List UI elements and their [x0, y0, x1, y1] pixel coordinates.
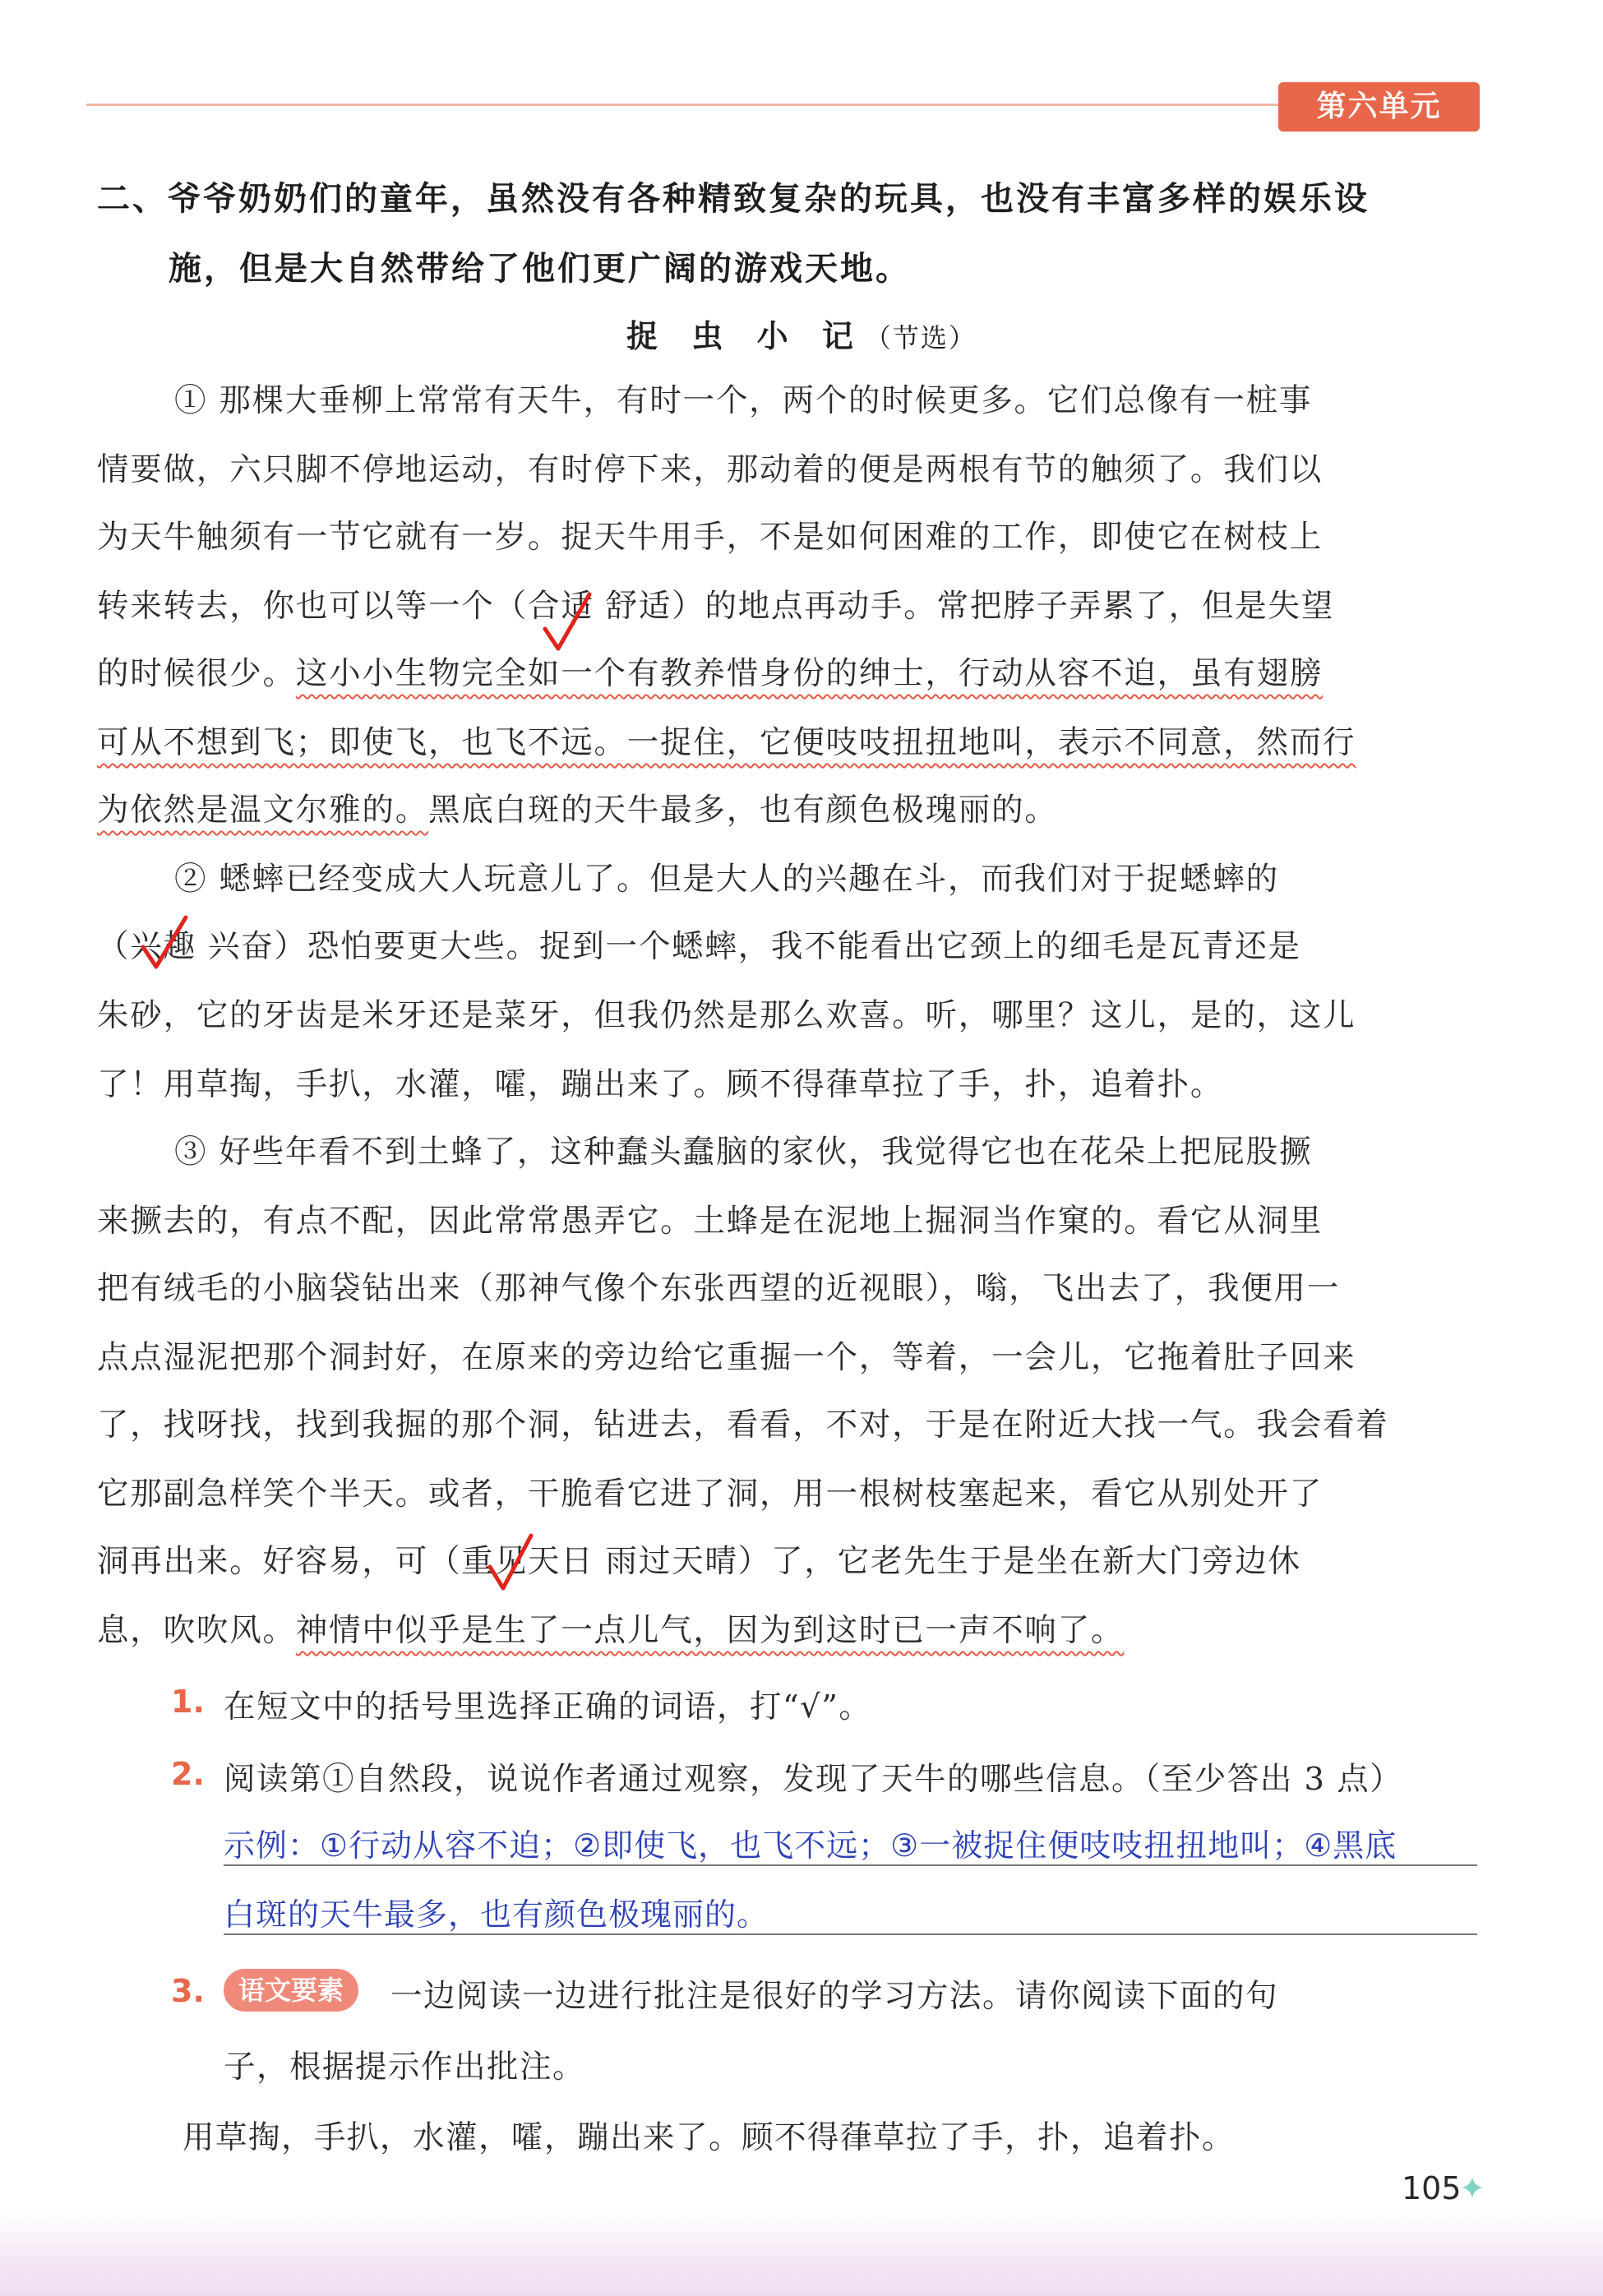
p1-line-7 — [97, 786, 1478, 835]
question-2-answer-line2: 白斑的天牛最多，也有颜色极瑰丽的。 — [224, 1896, 769, 1933]
p1-line-7-plain: 黑底白斑的天牛最多，也有颜色极瑰丽的。 — [428, 792, 1058, 829]
article-title — [0, 311, 1603, 356]
p3-line-2: 来撅去的，有点不配，因此常常愚弄它。土蜂是在泥地上掘洞当作窠的。看它从洞里 — [97, 1203, 1324, 1240]
page-number: 105 — [1402, 2170, 1462, 2206]
p1-line-2: 情要做，六只脚不停地运动，有时停下来，那动着的便是两根有节的触须了。我们以 — [97, 451, 1324, 488]
p3-line-8-underlined: 神情中似乎是生了一点儿气，因为到这时已一声不响了。 — [295, 1612, 1125, 1649]
footer-decoration — [0, 2211, 1603, 2296]
p2-line-1: ② 蟋蟀已经变成大人玩意儿了。但是大人的兴趣在斗，而我们对于捉蟋蟀的 — [174, 861, 1279, 898]
p1-line-6 — [97, 718, 1478, 768]
p1-line-4: 转来转去，你也可以等一个（合适 舒适）的地点再动手。常把脖子弄累了，但是失望 — [97, 588, 1335, 625]
section-heading-line2: 施，但是大自然带给了他们更广阔的游戏天地。 — [169, 250, 911, 288]
article-title-sub: （节选） — [864, 322, 977, 353]
question-3-quote: 用草掏，手扒，水灌，嚯，蹦出来了。顾不得葎草拉了手，扑，追着扑。 — [182, 2119, 1236, 2156]
p3-line-4: 点点湿泥把那个洞封好，在原来的旁边给它重掘一个，等着，一会儿，它拖着肚子回来 — [97, 1339, 1356, 1376]
p3-line-6: 它那副急样笑个半天。或者，干脆看它进了洞，用一根树枝塞起来，看它从别处开了 — [97, 1476, 1324, 1513]
question-2-number: 2. — [171, 1756, 205, 1792]
p3-line-5: 了，找呀找，找到我掘的那个洞，钻进去，看看，不对，于是在附近大找一气。我会看着 — [97, 1407, 1389, 1444]
p1-line-5 — [97, 649, 1478, 699]
question-1-number: 1. — [171, 1684, 205, 1720]
section-heading-line1: 二、爷爷奶奶们的童年，虽然没有各种精致复杂的玩具，也没有丰富多样的娱乐设 — [97, 180, 1370, 218]
p1-line-6-underlined: 可从不想到飞；即使飞，也飞不远。一捉住，它便吱吱扭扭地叫，表示不同意，然而行 — [97, 724, 1356, 761]
p2-line-3: 朱砂，它的牙齿是米牙还是菜牙，但我仍然是那么欢喜。听，哪里？这儿，是的，这儿 — [97, 997, 1356, 1034]
article-title-main: 捉 虫 小 记 — [626, 318, 865, 354]
answer-rule — [224, 1864, 1477, 1866]
p1-line-5-plain: 的时候很少。 — [97, 655, 296, 692]
answer-rule — [224, 1933, 1477, 1935]
check-mark-icon — [538, 588, 596, 662]
p3-line-1: ③ 好些年看不到土蜂了，这种蠢头蠢脑的家伙，我觉得它也在花朵上把屁股撅 — [174, 1134, 1313, 1171]
question-2-text: 阅读第①自然段，说说作者通过观察，发现了天牛的哪些信息。（至少答出 3 点） — [224, 1761, 1403, 1798]
p1-line-7-underlined: 为依然是温文尔雅的。 — [97, 792, 429, 829]
question-3-text-line2: 子，根据提示作出批注。 — [224, 2049, 586, 2086]
yuwen-yaosu-badge: 语文要素 — [224, 1969, 358, 2012]
check-mark-icon — [483, 1529, 541, 1603]
p3-line-3: 把有绒毛的小脑袋钻出来（那神气像个东张西望的近视眼），嗡，飞出去了，我便用一 — [97, 1270, 1341, 1307]
p1-line-1: ① 那棵大垂柳上常常有天牛，有时一个，两个的时候更多。它们总像有一桩事 — [174, 382, 1313, 419]
question-3-number: 3. — [171, 1973, 205, 2009]
star-icon: ✦ — [1459, 2170, 1485, 2206]
p1-line-3: 为天牛触须有一节它就有一岁。捉天牛用手，不是如何困难的工作，即使它在树枝上 — [97, 519, 1324, 556]
question-1-text: 在短文中的括号里选择正确的词语，打“√”。 — [224, 1689, 872, 1725]
p3-line-8-plain: 息，吹吹风。 — [97, 1612, 296, 1649]
p3-line-7: 洞再出来。好容易，可（重见天日 雨过天晴）了，它老先生于是坐在新大门旁边休 — [97, 1543, 1301, 1580]
p2-line-4: 了！用草掏，手扒，水灌，嚯，蹦出来了。顾不得葎草拉了手，扑，追着扑。 — [97, 1066, 1224, 1103]
question-2-answer-line1: 示例：①行动从容不迫；②即使飞，也飞不远；③一被捉住便吱吱扭扭地叫；④黑底 — [224, 1827, 1397, 1864]
check-mark-icon — [138, 912, 196, 986]
question-3-text-line1: 一边阅读一边进行批注是很好的学习方法。请你阅读下面的句 — [390, 1978, 1279, 2015]
p3-line-8 — [97, 1606, 1478, 1656]
unit-tab: 第六单元 — [1278, 82, 1480, 132]
header-rule — [86, 104, 1291, 106]
p2-line-2: （兴趣 兴奋）恐怕要更大些。捉到一个蟋蟀，我不能看出它颈上的细毛是瓦青还是 — [97, 928, 1301, 965]
p1-line-5-underlined: 这小小生物完全如一个有教养惜身份的绅士，行动从容不迫，虽有翅膀 — [295, 655, 1324, 692]
